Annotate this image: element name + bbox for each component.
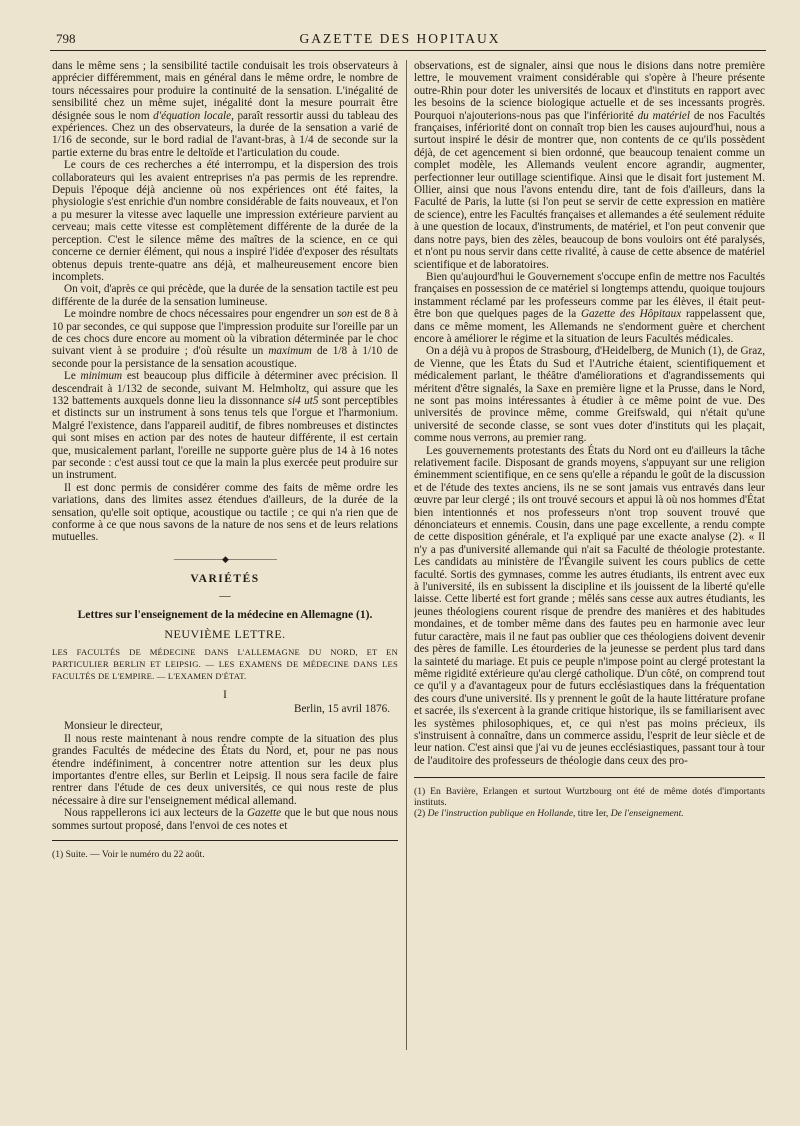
letter-number: NEUVIÈME LETTRE. — [164, 626, 286, 641]
part-number: I — [223, 688, 227, 701]
paragraph: On voit, d'après ce qui précède, que la durée de la sensation tactile est peu différente de la durée de la sensation lumineuse. — [52, 283, 398, 308]
paragraph: dans le même sens ; la sensibilité tactile conduisait les trois observateurs à apprécier différemment, mais en général dans le même ordre, le nombre de tours nécessaires pour produire la continuité de la sensation. L'inégalité de sensibilité chez un même sujet, inégalité dont la mesure pourrait être désignée sous le nom d'équation locale, paraît ressortir aussi du tableau des expériences. Chez un des observateurs, la durée de la sensation a varié de 1/16 de seconde, sur le bord radial de l'avant-bras, à 1/4 de seconde sur la partie externe du bras entre le deltoïde et l'articulation du coude. — [52, 60, 398, 159]
footnote-rule — [52, 840, 398, 841]
page-number: 798 — [56, 31, 76, 46]
article-title: Lettres sur l'enseignement de la médecine en Allemagne (1). — [77, 608, 373, 622]
footnote: (2) De l'instruction publique en Hollande, titre Ier, De l'enseignement. — [414, 808, 684, 820]
paragraph: On a déjà vu à propos de Strasbourg, d'Heidelberg, de Munich (1), de Graz, de Vienne, que les États du Sud et l'Autriche étaient, scientifiquement et médicalement parlant, le théâtre d'améliorations et d'agrandissements qui méritent d'être signalés, la Saxe en première ligne et la Prusse, dans le Nord, ne sont pas moins intéressantes à étudier à ce même point de vue. Des universités de province même, comme Greifswald, qui n'était qu'une université de seconde classe, se sont vues doter d'instituts qui les plaçait, comme nous verrons, au premier rang. — [414, 345, 765, 445]
footnote: (1) En Bavière, Erlangen et surtout Wurtzbourg ont été de même dotés d'importants instituts. — [414, 786, 765, 809]
left-column — [52, 60, 398, 1056]
paragraph: Le minimum est beaucoup plus difficile à déterminer avec précision. Il descendrait à 1/132 de seconde, suivant M. Helmholtz, qui assure que les 132 battements auxquels donne lieu la dissonnance si4 ut5 sont perceptibles et distincts sur un instrument à sons tenus tels que l'orgue et l'harmonium. Malgré l'existence, dans l'appareil auditif, de fibres nombreuses et distinctes qui sont mises en action par des notes de hauteur différente, il est certain que, musicalement parlant, l'oreille ne supporte guère plus de 14 à 16 notes par seconde : c'est aussi tout ce que la main la plus exercée peut produire sur un instrument. — [52, 370, 398, 482]
ornament-divider: ——————◆—————— — [174, 553, 276, 564]
article-summary: LES FACULTÉS DE MÉDECINE DANS L'ALLEMAGNE DU NORD, ET EN PARTICULIER BERLIN ET LEIPSIG. — LES EXAMENS DE MÉDECINE DANS LES FACULTÉS DE L'EMPIRE. — L'EXAMEN D'ÉTAT. — [52, 646, 398, 682]
right-column — [414, 60, 765, 1060]
dateline: Berlin, 15 avril 1876. — [293, 702, 390, 715]
paragraph: Le cours de ces recherches a été interrompu, et la dispersion des trois collaborateurs qui les avaient entreprises n'a pas permis de les reprendre. Depuis l'époque déjà ancienne où nos expériences ont été faites, la physiologie s'est enrichie d'un nombre considérable de faits nouveaux, et l'on a pu mesurer la vitesse avec laquelle une impression extérieure parvient au cerveau; mais cette vitesse est complètement différente de la durée de la perception. C'est le silence même des maîtres de la science, en ce qui concerne ce dernier élément, qui nous a inspiré l'idée d'exposer des résultats obtenus depuis trente-quatre ans déjà, et malheureusement encore bien incomplets. — [52, 159, 398, 283]
paragraph: observations, est de signaler, ainsi que nous le disions dans notre première lettre, le mouvement vraiment considérable qui s'opère à l'heure présente outre-Rhin pour doter les universités de locaux et d'instituts en rapport avec les besoins de la science biologique actuelle et de ses incessants progrès. Pourquoi n'ajouterions-nous pas que l'infériorité du matériel de nos Facultés françaises, infériorité dont on connaît trop bien les causes aujourd'hui, nous a surtout inspiré le désir de montrer que, non contents de ce qu'ils possèdent déjà, de cet agencement si bien ordonné, que beaucoup tenaient comme un complet modèle, les Allemands veulent encore agrandir, augmenter, perfectionner leur outillage scientifique. Ainsi que le disait fort justement M. Ollier, ainsi que nous l'avons entendu dire, tant de fois d'ailleurs, dans la Faculté de Paris, la lutte (si l'on peut se servir de cette expression en matière de science), entre les Facultés françaises et allemandes a été seulement réduite à une question de locaux, d'instruments, de matériel, et l'on peut convenir que dans notre pays, bien des zèles, beaucoup de bons vouloirs ont été paralysés, et n'ont pu nous servir dans cette rivalité, à cause de cette absence de matériel scientifique et de laboratoires. — [414, 60, 765, 271]
header-rule — [50, 50, 766, 51]
section-heading: VARIÉTÉS — [190, 573, 260, 586]
running-title: GAZETTE DES HOPITAUX — [299, 31, 501, 46]
short-dash: — — [219, 589, 231, 602]
column-divider — [406, 60, 407, 1050]
footnote-rule — [414, 777, 765, 778]
paragraph: Les gouvernements protestants des États du Nord ont eu d'ailleurs la tâche relativement facile. Disposant de grands moyens, s'appuyant sur une religion éminemment scientifique, en ce sens qu'elle a répandu le goût de la discussion et de l'étude des textes anciens, ils ne se sont jamais vus entravés dans leur œuvre par leur clergé ; ils ont trouvé secours et appui là où nos hommes d'État bien intentionnés et nos professeurs n'ont trop souvent trouvé que dénonciateurs et ennemis. Cousin, dans une page excellente, a rendu compte de cette disposition générale, et l'a expliqué par une exacte analyse (2). « Il n'y a pas d'université allemande qui n'ait sa Faculté de théologie protestante. Les candidats au ministère de l'Évangile suivent les cours publics de cette faculté. Sortis des gymnases, comme les autres étudiants, ils entrent avec eux à l'université, ils en subissent la discipline et ils jouissent de la liberté qu'elle laisse. Cette liberté est fort grande ; mêlés sans cesse aux autres étudiants, les jeunes théologiens courent risque de prendre des manières et des habitudes mondaines, et de tomber même dans des fautes peu en harmonie avec leur futur caractère, mais il ne faut pas oublier que ces théologiens doivent devenir des pères de famille. Les étourderies de la jeunesse se perdent plus tard dans la sainteté du mariage. Et puis ce peuple n'impose point au clergé protestant la même rigidité extérieure qu'au clergé catholique. D'un côté, on comprend tout ce qu'il y a d'avantageux pour de futurs ecclésiastiques dans la fréquentation des cours d'une université. Ils y prennent le goût de la haute littérature profane et sacrée, ils s'exercent à la grande critique historique, ils se familiarisent avec les systèmes philosophiques, et, ce qui n'est pas moins précieux, ils s'instruisent à connaître, dans un commerce assidu, l'esprit de leur siècle et de leur nation. C'est ainsi que j'ai vu de jeunes ecclésiastiques, passant tour à tour de l'auditoire des professeurs de théologie dans ceux des pro- — [414, 444, 765, 767]
salutation: Monsieur le directeur, — [64, 720, 163, 733]
paragraph: Le moindre nombre de chocs nécessaires pour engendrer un son est de 8 à 10 par secondes, ce qui suppose que l'impression produite sur l'oreille par un de ces chocs dure encore au moment où la vibration déterminée par le choc suivant vient à se produire ; d'où résulte un maximum de 1/8 à 1/10 de seconde pour la persistance de la sensation acoustique. — [52, 308, 398, 370]
paragraph: Nous rappellerons ici aux lecteurs de la Gazette que le but que nous nous sommes surtout proposé, dans l'envoi de ces notes et — [52, 807, 398, 832]
paragraph: Il est donc permis de considérer comme des faits de même ordre les variations, dans des limites assez étendues d'ailleurs, de la durée de la sensation, qu'elle soit optique, acoustique ou tactile ; ce qui n'a rien que de conforme à ce que nous savons de la nature de nos sens et de leurs relations mutuelles. — [52, 481, 398, 544]
paragraph: Bien qu'aujourd'hui le Gouvernement s'occupe enfin de mettre nos Facultés françaises en possession de ce matériel si longtemps attendu, quoique toujours instamment réclamé par les professeurs comme par les élèves, il était peut-être bon que quelques pages de la Gazette des Hôpitaux rappelassent que, dans ce même moment, les Allemands ne s'endorment guère et cherchent encore à améliorer le régime et la situation de leurs Facultés médicales. — [414, 270, 765, 345]
footnote: (1) Suite. — Voir le numéro du 22 août. — [52, 849, 205, 861]
paragraph: Il nous reste maintenant à nous rendre compte de la situation des plus grandes Facultés de médecine des États du Nord, et, pour ne pas nous étendre indéfiniment, à concentrer notre attention sur les deux plus importantes d'entre elles, sur Berlin et Leipsig. Il nous sera facile de faire rentrer dans l'étude de ces deux universités, ce qui nous reste de plus nécessaire à dire sur l'enseignement médical allemand. — [52, 732, 398, 807]
